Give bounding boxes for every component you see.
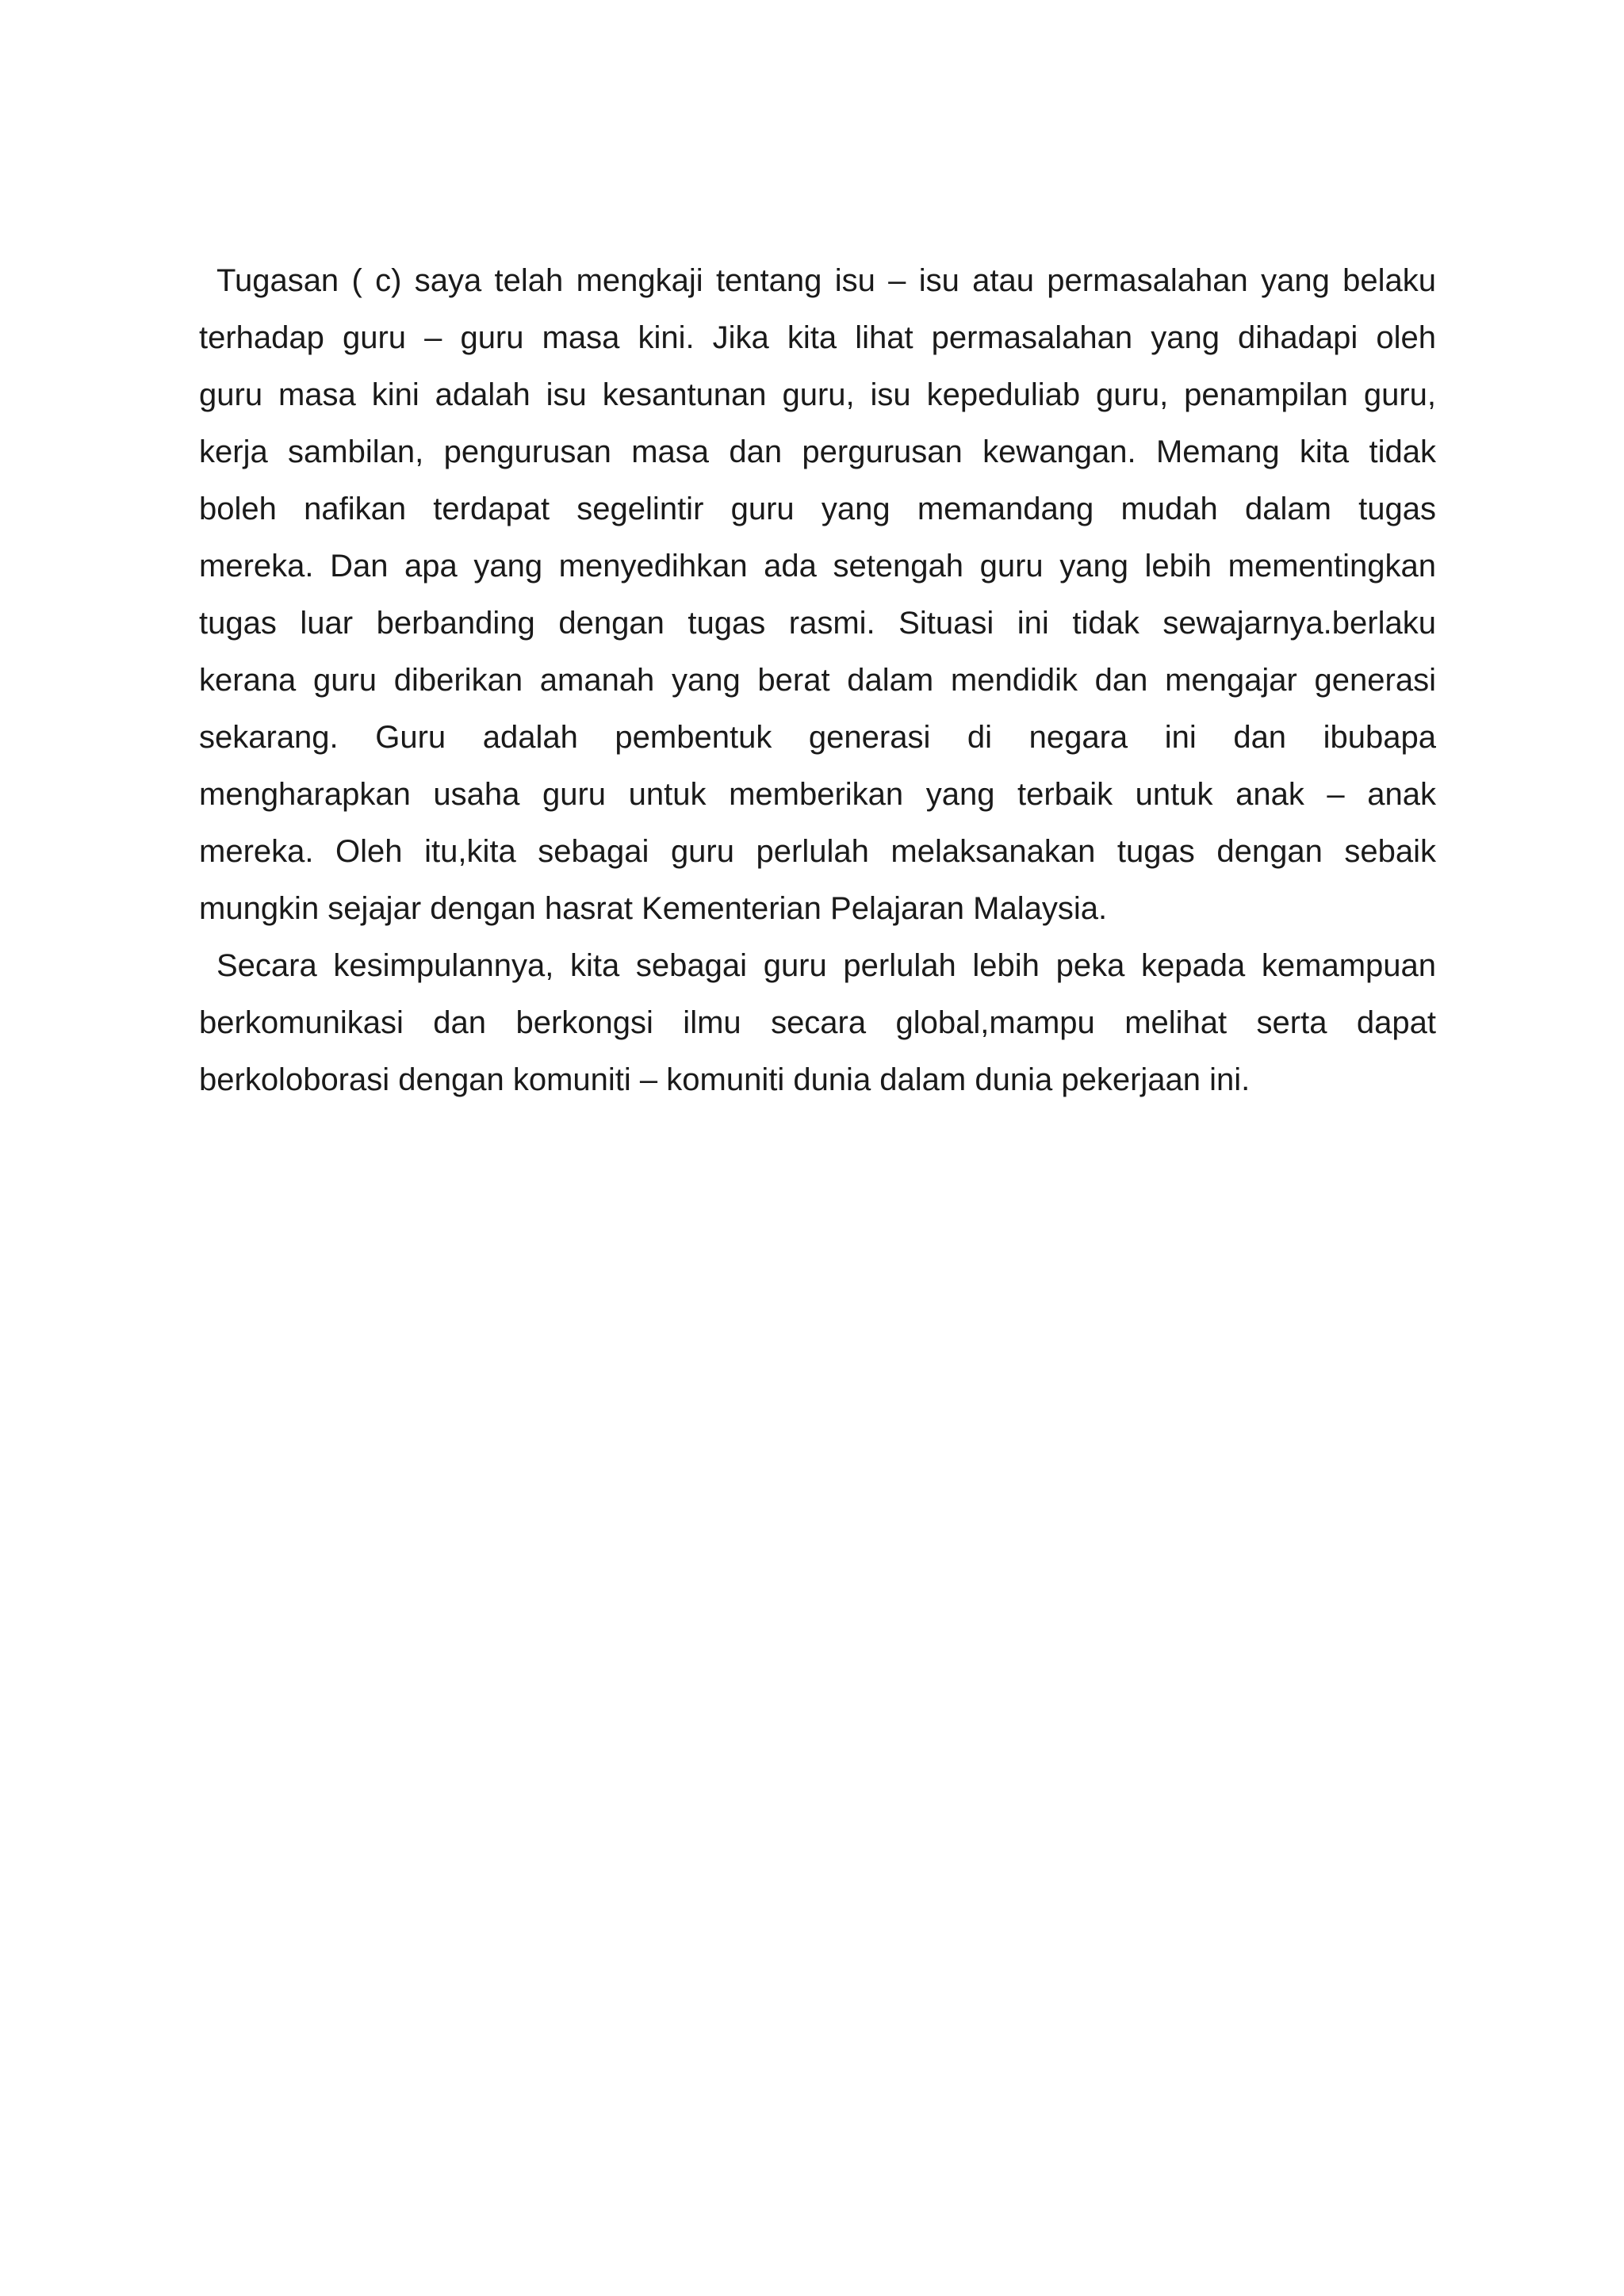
paragraph-1 (199, 252, 1436, 937)
text-line: kerana guru diberikan amanah yang berat dalam mendidik dan mengajar generasi (199, 663, 1436, 698)
text-line: mengharapkan usaha guru untuk memberikan yang terbaik untuk anak – anak (199, 777, 1436, 812)
text-line: berkoloborasi dengan komuniti – komuniti dunia dalam dunia pekerjaan ini. (199, 1062, 1251, 1097)
text-line: terhadap guru – guru masa kini. Jika kita lihat permasalahan yang dihadapi oleh (199, 320, 1436, 355)
text-line: guru masa kini adalah isu kesantunan guru, isu kepeduliab guru, penampilan guru, (199, 377, 1436, 412)
text-line: berkomunikasi dan berkongsi ilmu secara global,mampu melihat serta dapat (199, 1005, 1436, 1040)
document-body (199, 252, 1436, 1108)
text-line: mereka. Oleh itu,kita sebagai guru perlulah melaksanakan tugas dengan sebaik (199, 834, 1436, 869)
text-line: mungkin sejajar dengan hasrat Kementerian Pelajaran Malaysia. (199, 891, 1108, 926)
text-line: sekarang. Guru adalah pembentuk generasi di negara ini dan ibubapa (199, 720, 1436, 755)
text-line: kerja sambilan, pengurusan masa dan pergurusan kewangan. Memang kita tidak (199, 434, 1436, 469)
text-line: boleh nafikan terdapat segelintir guru yang memandang mudah dalam tugas (199, 492, 1436, 526)
text-line: Tugasan ( c) saya telah mengkaji tentang isu – isu atau permasalahan yang belaku (216, 263, 1436, 298)
text-line: tugas luar berbanding dengan tugas rasmi. Situasi ini tidak sewajarnya.berlaku (199, 606, 1436, 641)
text-line: mereka. Dan apa yang menyedihkan ada setengah guru yang lebih mementingkan (199, 549, 1436, 584)
paragraph-2 (199, 937, 1436, 1108)
text-line: Secara kesimpulannya, kita sebagai guru perlulah lebih peka kepada kemampuan (216, 948, 1436, 983)
